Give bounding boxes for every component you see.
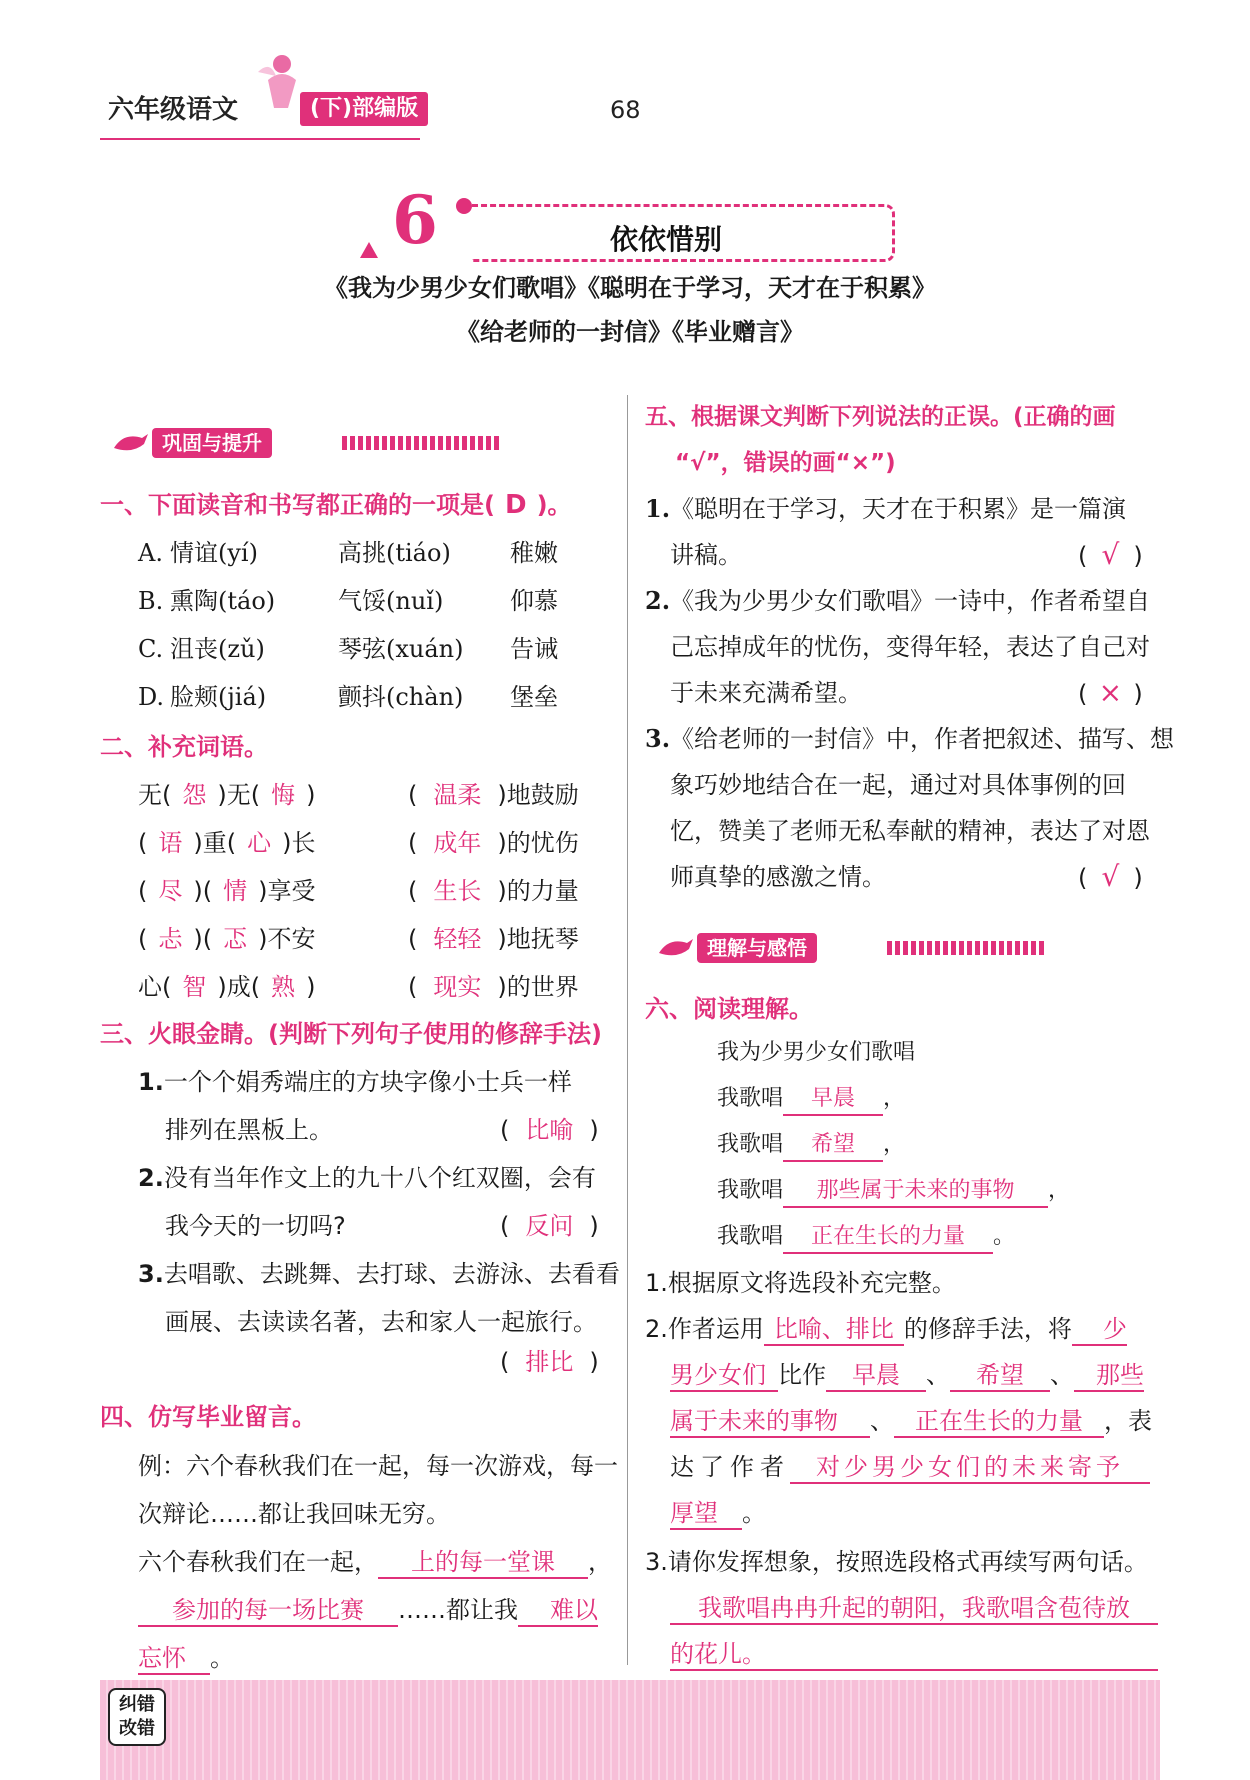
option-word-2: 颤抖 — [338, 683, 386, 711]
q6-answer-subject-b: 男少女们 — [670, 1360, 778, 1392]
section-banner-consolidate — [112, 428, 502, 458]
banner-stripe — [887, 941, 1047, 955]
q1-option — [138, 536, 558, 570]
q1-answer: D — [504, 490, 527, 520]
q5-item-line: 讲稿。 — [670, 541, 742, 569]
section-banner-label: 巩固与提升 — [152, 428, 272, 458]
unit-subtitle-1: 《我为少男少女们歌唱》《聪明在于学习，天才在于积累》 — [324, 274, 936, 302]
footer-band — [100, 1680, 1160, 1780]
q2-answer: 尽 — [158, 877, 183, 905]
q5-answer: × — [1098, 676, 1123, 709]
option-label: C. — [138, 635, 164, 663]
q5-head: 五、根据课文判断下列说法的正误。(正确的画 — [645, 404, 1116, 430]
q1-option — [138, 680, 558, 714]
q5-item-line: 己忘掉成年的忧伤，变得年轻，表达了自己对 — [670, 633, 1150, 661]
q5-answer-paren: ( √ ) — [1078, 538, 1143, 571]
q5-answer-paren: ( × ) — [1078, 676, 1143, 709]
bullet-dot-icon — [456, 198, 472, 214]
q4-answer-line2: 参加的每一场比赛 ……都让我 难以 — [138, 1593, 598, 1627]
q3-item-line2: 画展、去读读名著，去和家人一起旅行。 — [165, 1308, 597, 1336]
q5-answer: √ — [1101, 860, 1120, 893]
q1-head: 一、下面读音和书写都正确的一项是( D )。 — [100, 490, 572, 520]
q3-item: 1.一个个娟秀端庄的方块字像小士兵一样 — [138, 1068, 572, 1096]
q1-option — [138, 584, 558, 618]
unit-number: 6 — [392, 181, 438, 259]
option-word-1: 沮丧 — [170, 635, 218, 663]
q5-item-line: 师真挚的感激之情。 — [670, 863, 886, 891]
q6-answer-compare-1: 早晨 — [826, 1360, 926, 1392]
banner-stripe — [342, 436, 502, 450]
q2-answer: 语 — [158, 829, 183, 857]
q2-answer: 情 — [223, 877, 248, 905]
q6-answer-feeling-b: 厚望 — [670, 1498, 742, 1530]
q5-answer-paren: ( √ ) — [1078, 860, 1143, 893]
option-pinyin-2: (chàn) — [386, 683, 464, 711]
poem-answer: 正在生长的力量 — [783, 1222, 993, 1254]
q6-sub1: 1.根据原文将选段补充完整。 — [645, 1269, 956, 1297]
q2-answer: 心 — [247, 829, 272, 857]
option-word-2: 高挑 — [338, 539, 386, 567]
q2-answer: 智 — [182, 973, 207, 1001]
q6-head: 六、阅读理解。 — [645, 995, 813, 1023]
q3-head: 三、火眼金睛。(判断下列句子使用的修辞手法) — [100, 1020, 602, 1048]
option-word-3: 告诫 — [510, 635, 558, 663]
poem-line: 我歌唱 那些属于未来的事物 ， — [717, 1174, 1070, 1208]
q3-answer-paren: ( 反问 ) — [500, 1209, 599, 1243]
q6-sub3-answer-line2 — [670, 1637, 1158, 1671]
option-label: D. — [138, 683, 165, 711]
item-number: 2. — [645, 586, 671, 615]
q2-right-item: ( 温柔 )地鼓励 — [408, 778, 579, 812]
q5-item: 1.《聪明在于学习，天才在于积累》是一篇演 — [645, 494, 1127, 523]
poem-answer: 早晨 — [783, 1084, 883, 1116]
q6-poem-title: 我为少男少女们歌唱 — [717, 1040, 916, 1065]
option-pinyin-2: (tiáo) — [386, 539, 451, 567]
option-pinyin-1: (zǔ) — [218, 635, 265, 663]
item-number: 3. — [138, 1260, 164, 1288]
q2-answer: 温柔 — [433, 781, 482, 809]
q2-answer: 成年 — [433, 829, 482, 857]
q5-head-2: “√”，错误的画“×”) — [675, 450, 896, 476]
option-word-1: 情谊 — [170, 539, 218, 567]
q4-head: 四、仿写毕业留言。 — [100, 1403, 316, 1431]
q2-left-item: 心( 智 )成( 熟 ) — [138, 970, 315, 1004]
q3-answer-paren: ( 排比 ) — [500, 1345, 599, 1379]
section-banner-label: 理解与感悟 — [697, 933, 817, 963]
q2-left-item: ( 忐 )( 忑 )不安 — [138, 922, 315, 956]
stamp-line-2: 改错 — [119, 1718, 155, 1739]
section-banner-understand — [657, 933, 1047, 963]
q2-head: 二、补充词语。 — [100, 733, 268, 761]
option-word-3: 堡垒 — [510, 683, 558, 711]
q2-right-item: ( 现实 )的世界 — [408, 970, 579, 1004]
q3-answer: 排比 — [525, 1348, 574, 1376]
grade-badge — [108, 90, 238, 130]
q4-answer-line1: 六个春秋我们在一起， 上的每一堂课 ， — [138, 1545, 612, 1579]
q1-option — [138, 632, 558, 666]
q4-example-line1: 例：六个春秋我们在一起，每一次游戏，每一 — [138, 1452, 618, 1480]
item-number: 2. — [138, 1164, 164, 1192]
bird-icon — [112, 428, 148, 458]
q4-answer-line3: 忘怀 。 — [138, 1641, 234, 1675]
q2-answer: 悔 — [271, 781, 296, 809]
edition-badge — [300, 92, 428, 126]
q4-example-line2: 次辩论……都让我回味无穷。 — [138, 1500, 450, 1528]
q2-answer: 忐 — [158, 925, 183, 953]
q3-item: 2.没有当年作文上的九十八个红双圈，会有 — [138, 1164, 596, 1192]
stamp-line-1: 纠错 — [119, 1694, 155, 1715]
q6-sub3-answer-line1 — [670, 1591, 1158, 1625]
q3-answer-paren: ( 比喻 ) — [500, 1113, 599, 1147]
option-word-1: 脸颊 — [170, 683, 218, 711]
q3-item-line2: 排列在黑板上。 — [165, 1116, 333, 1144]
column-divider — [627, 395, 628, 1665]
q3-answer: 比喻 — [525, 1116, 574, 1144]
option-word-2: 琴弦 — [338, 635, 386, 663]
q6-sub3: 3.请你发挥想象，按照选段格式再续写两句话。 — [645, 1548, 1148, 1576]
q6-answer-subject: 少 — [1072, 1314, 1127, 1346]
unit-subtitle-2: 《给老师的一封信》《毕业赠言》 — [456, 318, 804, 346]
option-pinyin-1: (yí) — [218, 539, 258, 567]
bird-icon — [657, 933, 693, 963]
q5-item-line: 于未来充满希望。 — [670, 679, 862, 707]
option-word-3: 稚嫩 — [510, 539, 558, 567]
q4-answer-3b: 忘怀 — [138, 1643, 210, 1675]
q2-answer: 怨 — [182, 781, 207, 809]
q4-answer-2: 参加的每一场比赛 — [138, 1595, 398, 1627]
option-pinyin-2: (xuán) — [386, 635, 464, 663]
edition-label: (下)部编版 — [310, 96, 419, 121]
q6-sub2-line4: 达了作者 对少男少女们的未来寄予 — [670, 1450, 1150, 1484]
q2-answer: 忑 — [223, 925, 248, 953]
poem-line: 我歌唱 正在生长的力量 。 — [717, 1220, 1015, 1254]
q6-continuation-2: 的花儿。 — [670, 1639, 1158, 1671]
option-word-2: 气馁 — [338, 587, 386, 615]
unit-title-block — [360, 181, 900, 270]
q2-left-item: 无( 怨 )无( 悔 ) — [138, 778, 315, 812]
fairy-decoration-icon — [248, 50, 308, 110]
q5-item-line: 忆，赞美了老师无私奉献的精神，表达了对恩 — [670, 817, 1150, 845]
item-number: 1. — [138, 1068, 164, 1096]
option-label: B. — [138, 587, 164, 615]
q2-answer: 熟 — [271, 973, 296, 1001]
q2-answer: 生长 — [433, 877, 482, 905]
q6-answer-compare-3b: 属于未来的事物 — [670, 1406, 870, 1438]
option-word-3: 仰慕 — [510, 587, 558, 615]
q6-sub2-line2: 男少女们 比作 早晨 、 希望 、 那些 — [670, 1358, 1144, 1392]
q2-right-item: ( 轻轻 )地抚琴 — [408, 922, 579, 956]
q4-answer-1: 上的每一堂课 — [378, 1547, 588, 1579]
poem-answer: 希望 — [783, 1130, 883, 1162]
q6-answer-compare-2: 希望 — [950, 1360, 1050, 1392]
q5-answer: √ — [1101, 538, 1120, 571]
q2-answer: 现实 — [433, 973, 482, 1001]
correction-stamp — [108, 1688, 166, 1746]
q6-sub2-line3: 属于未来的事物 、 正在生长的力量 ，表 — [670, 1404, 1152, 1438]
option-pinyin-1: (táo) — [218, 587, 276, 615]
header-rule — [100, 138, 420, 140]
q6-sub2-line1: 2.作者运用 比喻、排比 的修辞手法，将 少 — [645, 1312, 1127, 1346]
q6-answer-feeling: 对少男少女们的未来寄予 — [790, 1452, 1150, 1484]
q6-continuation-1: 我歌唱冉冉升起的朝阳，我歌唱含苞待放 — [670, 1593, 1158, 1625]
q6-answer-compare-4: 正在生长的力量 — [894, 1406, 1104, 1438]
q2-left-item: ( 语 )重( 心 )长 — [138, 826, 315, 860]
q5-item: 2.《我为少男少女们歌唱》一诗中，作者希望自 — [645, 586, 1151, 615]
page-number: 68 — [610, 96, 641, 124]
poem-line: 我歌唱 早晨 ， — [717, 1082, 905, 1116]
unit-title: 依依惜别 — [610, 223, 723, 256]
option-pinyin-2: (nuǐ) — [386, 587, 444, 615]
q4-answer-3: 难以 — [518, 1595, 598, 1627]
q6-answer-devices: 比喻、排比 — [764, 1314, 904, 1346]
q2-right-item: ( 生长 )的力量 — [408, 874, 579, 908]
q6-sub2-line5: 厚望 。 — [670, 1496, 766, 1530]
q2-answer: 轻轻 — [433, 925, 482, 953]
q3-answer: 反问 — [525, 1212, 574, 1240]
option-pinyin-1: (jiá) — [218, 683, 267, 711]
q6-answer-compare-3: 那些 — [1074, 1360, 1144, 1392]
q3-item-line2: 我今天的一切吗? — [165, 1212, 346, 1240]
option-label: A. — [138, 539, 163, 567]
poem-answer: 那些属于未来的事物 — [783, 1176, 1048, 1208]
q5-item: 3.《给老师的一封信》中，作者把叙述、描写、想 — [645, 724, 1175, 753]
triangle-icon — [360, 242, 378, 258]
grade-label: 六年级语文 — [108, 95, 239, 125]
item-number: 1. — [645, 494, 671, 523]
poem-line: 我歌唱 希望 ， — [717, 1128, 905, 1162]
item-number: 3. — [645, 724, 671, 753]
q3-item: 3.去唱歌、去跳舞、去打球、去游泳、去看看 — [138, 1260, 620, 1288]
option-word-1: 熏陶 — [170, 587, 218, 615]
q2-left-item: ( 尽 )( 情 )享受 — [138, 874, 315, 908]
q5-item-line: 象巧妙地结合在一起，通过对具体事例的回 — [670, 771, 1126, 799]
q2-right-item: ( 成年 )的忧伤 — [408, 826, 579, 860]
page-header — [100, 80, 1160, 140]
